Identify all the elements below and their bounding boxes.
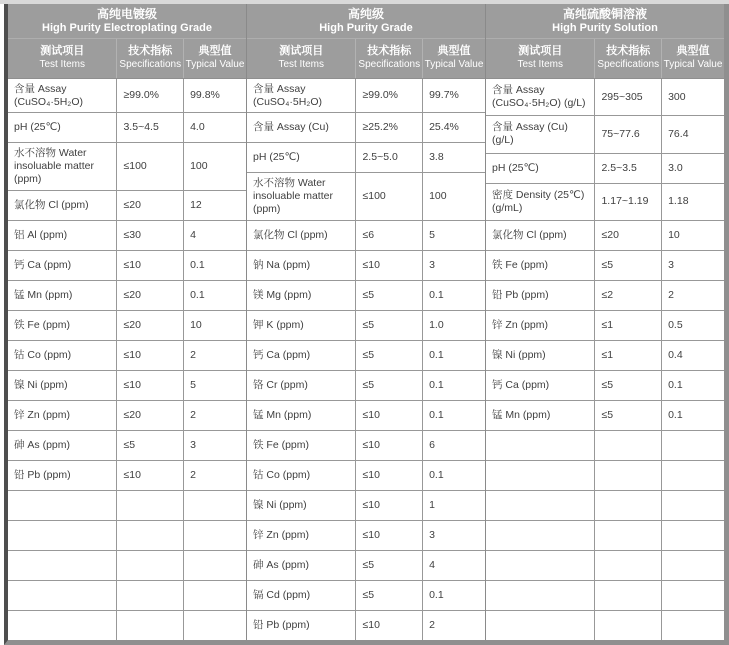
item-cell: 铝 Al (ppm) <box>8 221 117 250</box>
table-row <box>8 431 246 461</box>
item-cell: 镍 Ni (ppm) <box>247 491 356 520</box>
column-header-specifications <box>595 39 662 78</box>
spec-cell: ≤6 <box>356 221 423 250</box>
item-cell: 铅 Pb (ppm) <box>486 281 595 310</box>
column-header-test-items <box>247 39 356 78</box>
item-cell: 砷 As (ppm) <box>247 551 356 580</box>
item-cell-empty <box>486 461 595 490</box>
table-row <box>247 521 485 551</box>
item-cell: 锌 Zn (ppm) <box>8 401 117 430</box>
item-cell: 钙 Ca (ppm) <box>247 341 356 370</box>
table-row <box>247 581 485 611</box>
item-cell: 镉 Cd (ppm) <box>247 581 356 610</box>
table-row-empty <box>8 611 246 640</box>
value-cell: 5 <box>190 378 196 391</box>
table-row <box>8 79 246 113</box>
item-cell: 锌 Zn (ppm) <box>247 521 356 550</box>
value-cell-empty <box>184 491 246 520</box>
table-row <box>8 401 246 431</box>
column-header-zh: 技术指标 <box>367 45 412 58</box>
spec-cell: ≤100 <box>117 143 184 190</box>
column-header-zh: 技术指标 <box>606 45 651 58</box>
table-row <box>8 311 246 341</box>
spec-cell: ≤10 <box>117 341 184 370</box>
spec-cell: ≤10 <box>356 401 423 430</box>
value-cell: 99.7% <box>429 89 459 102</box>
table-row <box>247 491 485 521</box>
value-cell-empty <box>662 491 724 520</box>
table-row <box>486 184 724 221</box>
spec-cell: ≤10 <box>356 251 423 280</box>
spec-cell: ≤10 <box>117 251 184 280</box>
spec-cell: ≤5 <box>595 401 662 430</box>
value-cell: 4 <box>429 558 435 571</box>
spec-cell: 295~305 <box>595 79 662 115</box>
value-cell: 3 <box>668 258 674 271</box>
copper-sulfate-spec-table <box>4 4 729 645</box>
item-cell: 氯化物 Cl (ppm) <box>486 221 595 250</box>
spec-cell: ≤5 <box>117 431 184 460</box>
table-row <box>247 431 485 461</box>
value-cell-empty <box>662 581 724 610</box>
item-cell: 钙 Ca (ppm) <box>486 371 595 400</box>
value-cell: 0.1 <box>429 468 444 481</box>
item-cell: 铅 Pb (ppm) <box>247 611 356 640</box>
column-header-en: Typical Value <box>185 59 245 71</box>
spec-cell: ≤5 <box>356 341 423 370</box>
table-row <box>486 79 724 116</box>
table-row <box>8 113 246 143</box>
spec-cell: ≤10 <box>117 461 184 490</box>
column-headers <box>486 39 724 79</box>
table-row <box>8 143 246 191</box>
item-cell: 锰 Mn (ppm) <box>486 401 595 430</box>
table-row <box>486 401 724 431</box>
table-row <box>247 113 485 143</box>
value-cell: 2 <box>668 288 674 301</box>
spec-cell: 3.5~4.5 <box>117 113 184 142</box>
table-row <box>8 221 246 251</box>
value-cell: 6 <box>429 438 435 451</box>
section-title-zh: 高纯硫酸铜溶液 <box>562 6 647 21</box>
table-row <box>486 341 724 371</box>
column-header-en: Test Items <box>517 59 564 71</box>
spec-cell-empty <box>117 551 184 580</box>
table-row <box>8 191 246 221</box>
item-cell-empty <box>486 491 595 520</box>
section-high-purity-solution <box>486 4 724 640</box>
spec-cell: ≤10 <box>356 521 423 550</box>
table-row-empty <box>8 581 246 611</box>
section-title <box>8 4 246 39</box>
table-row <box>486 154 724 184</box>
value-cell: 4 <box>190 228 196 241</box>
table-row <box>486 311 724 341</box>
column-header-en: Typical Value <box>424 59 484 71</box>
item-cell-empty <box>486 551 595 580</box>
value-cell: 0.1 <box>429 378 444 391</box>
value-cell: 3.0 <box>668 161 683 174</box>
value-cell: 2 <box>190 408 196 421</box>
table-row <box>486 221 724 251</box>
item-cell: 砷 As (ppm) <box>8 431 117 460</box>
table-row <box>8 461 246 491</box>
value-cell: 0.1 <box>429 588 444 601</box>
table-row <box>247 281 485 311</box>
table-row <box>486 116 724 153</box>
spec-cell: ≤20 <box>117 401 184 430</box>
column-header-zh: 典型值 <box>676 45 710 58</box>
value-cell: 5 <box>429 228 435 241</box>
item-cell: 钠 Na (ppm) <box>247 251 356 280</box>
item-cell: 锰 Mn (ppm) <box>8 281 117 310</box>
value-cell: 1.0 <box>429 318 444 331</box>
table-row <box>247 79 485 113</box>
table-row <box>8 341 246 371</box>
spec-cell: ≤5 <box>595 371 662 400</box>
value-cell: 0.1 <box>429 408 444 421</box>
spec-cell-empty <box>595 611 662 640</box>
spec-cell-empty <box>595 551 662 580</box>
section-title-zh: 高纯级 <box>347 6 384 21</box>
item-cell: 镍 Ni (ppm) <box>486 341 595 370</box>
spec-cell: ≤10 <box>356 461 423 490</box>
section-title-en: High Purity Grade <box>319 21 413 34</box>
value-cell: 99.8% <box>190 89 220 102</box>
table-row <box>247 371 485 401</box>
item-cell-empty <box>8 611 117 640</box>
item-cell-empty <box>486 581 595 610</box>
spec-cell: 1.17~1.19 <box>595 184 662 220</box>
value-cell: 12 <box>190 198 202 211</box>
section-body <box>486 79 724 640</box>
column-header-zh: 测试项目 <box>518 45 563 58</box>
value-cell-empty <box>184 551 246 580</box>
section-title <box>247 4 485 39</box>
spec-cell: ≤1 <box>595 341 662 370</box>
table-row <box>247 143 485 173</box>
column-header-zh: 测试项目 <box>279 45 324 58</box>
table-row <box>247 551 485 581</box>
value-cell: 10 <box>668 228 680 241</box>
table-row-empty <box>8 491 246 521</box>
section-electroplating-grade <box>8 4 247 640</box>
spec-cell-empty <box>117 521 184 550</box>
spec-cell: ≤5 <box>356 311 423 340</box>
column-header-typical-value <box>184 39 246 78</box>
value-cell: 0.1 <box>190 288 205 301</box>
item-cell-empty <box>8 551 117 580</box>
section-high-purity-grade <box>247 4 486 640</box>
table-row-empty <box>486 581 724 611</box>
item-cell: 钾 K (ppm) <box>247 311 356 340</box>
item-cell: 铅 Pb (ppm) <box>8 461 117 490</box>
value-cell: 1.18 <box>668 195 689 208</box>
spec-cell-empty <box>117 581 184 610</box>
table-row <box>247 611 485 640</box>
spec-cell: ≥25.2% <box>356 113 423 142</box>
item-cell-empty <box>8 581 117 610</box>
column-header-en: Specifications <box>119 59 182 71</box>
table-row <box>486 371 724 401</box>
table-row <box>247 251 485 281</box>
spec-cell-empty <box>595 491 662 520</box>
table-row-empty <box>486 521 724 551</box>
value-cell: 0.5 <box>668 318 683 331</box>
table-row-empty <box>8 551 246 581</box>
spec-cell: ≥99.0% <box>356 79 423 112</box>
spec-cell: ≤10 <box>356 431 423 460</box>
table-row-empty <box>486 551 724 581</box>
item-cell: 水不溶物 Water insoluable matter (ppm) <box>8 143 117 190</box>
value-cell: 3 <box>429 528 435 541</box>
spec-cell-empty <box>595 461 662 490</box>
spec-cell: 2.5~3.5 <box>595 154 662 183</box>
item-cell-empty <box>8 491 117 520</box>
value-cell: 2 <box>190 468 196 481</box>
value-cell: 2 <box>190 348 196 361</box>
spec-cell: ≤5 <box>356 551 423 580</box>
spec-cell: ≤5 <box>356 581 423 610</box>
section-title-zh: 高纯电镀级 <box>96 6 157 21</box>
item-cell: 钙 Ca (ppm) <box>8 251 117 280</box>
table-row-empty <box>486 461 724 491</box>
column-header-typical-value <box>662 39 724 78</box>
table-row <box>247 173 485 221</box>
value-cell: 25.4% <box>429 121 459 134</box>
value-cell-empty <box>184 521 246 550</box>
item-cell: 锰 Mn (ppm) <box>247 401 356 430</box>
value-cell: 0.1 <box>190 258 205 271</box>
column-header-test-items <box>486 39 595 78</box>
value-cell-empty <box>662 431 724 460</box>
table-row <box>8 251 246 281</box>
spec-cell-empty <box>595 431 662 460</box>
table-row <box>486 251 724 281</box>
column-header-en: Test Items <box>278 59 325 71</box>
spec-cell-empty <box>117 491 184 520</box>
item-cell: 含量 Assay (Cu) <box>247 113 356 142</box>
item-cell-empty <box>486 431 595 460</box>
item-cell: 含量 Assay (CuSO₄·5H₂O) (g/L) <box>486 79 595 115</box>
value-cell: 2 <box>429 618 435 631</box>
value-cell: 1 <box>429 498 435 511</box>
value-cell: 3.8 <box>429 151 444 164</box>
item-cell-empty <box>486 611 595 640</box>
item-cell: 铁 Fe (ppm) <box>8 311 117 340</box>
item-cell: 密度 Density (25℃) (g/mL) <box>486 184 595 220</box>
column-header-specifications <box>356 39 423 78</box>
spec-cell: ≤100 <box>356 173 423 220</box>
column-header-zh: 典型值 <box>437 45 471 58</box>
item-cell: 氯化物 Cl (ppm) <box>8 191 117 220</box>
table-row <box>486 281 724 311</box>
column-headers <box>247 39 485 79</box>
column-header-typical-value <box>423 39 485 78</box>
value-cell: 0.4 <box>668 348 683 361</box>
value-cell-empty <box>184 581 246 610</box>
column-header-test-items <box>8 39 117 78</box>
spec-cell: ≤10 <box>356 491 423 520</box>
section-title-en: High Purity Electroplating Grade <box>42 21 212 34</box>
spec-cell: ≤10 <box>117 371 184 400</box>
item-cell: pH (25℃) <box>8 113 117 142</box>
spec-cell-empty <box>595 581 662 610</box>
item-cell: 锌 Zn (ppm) <box>486 311 595 340</box>
table-row-empty <box>486 611 724 640</box>
column-header-zh: 典型值 <box>198 45 232 58</box>
column-header-specifications <box>117 39 184 78</box>
table-row <box>8 371 246 401</box>
column-header-zh: 测试项目 <box>40 45 85 58</box>
section-body <box>247 79 485 640</box>
value-cell-empty <box>662 521 724 550</box>
column-header-en: Specifications <box>358 59 421 71</box>
value-cell-empty <box>662 551 724 580</box>
spec-cell: ≤2 <box>595 281 662 310</box>
spec-cell-empty <box>595 521 662 550</box>
value-cell: 0.1 <box>668 378 683 391</box>
spec-cell: ≥99.0% <box>117 79 184 112</box>
spec-cell: ≤5 <box>356 281 423 310</box>
column-headers <box>8 39 246 79</box>
section-title <box>486 4 724 39</box>
spec-cell: 75~77.6 <box>595 116 662 152</box>
spec-cell: ≤30 <box>117 221 184 250</box>
item-cell: 铬 Cr (ppm) <box>247 371 356 400</box>
value-cell: 76.4 <box>668 127 689 140</box>
value-cell: 3 <box>190 438 196 451</box>
value-cell: 100 <box>190 160 208 173</box>
value-cell-empty <box>662 461 724 490</box>
value-cell: 0.1 <box>668 408 683 421</box>
value-cell: 10 <box>190 318 202 331</box>
spec-cell: ≤20 <box>595 221 662 250</box>
spec-cell: ≤5 <box>356 371 423 400</box>
spec-cell: ≤5 <box>595 251 662 280</box>
table-row-empty <box>486 431 724 461</box>
spec-cell: ≤20 <box>117 191 184 220</box>
value-cell: 300 <box>668 90 686 103</box>
table-row <box>247 401 485 431</box>
item-cell: pH (25℃) <box>486 154 595 183</box>
item-cell: 氯化物 Cl (ppm) <box>247 221 356 250</box>
item-cell: 钴 Co (ppm) <box>247 461 356 490</box>
section-body <box>8 79 246 640</box>
item-cell: 钴 Co (ppm) <box>8 341 117 370</box>
value-cell-empty <box>662 611 724 640</box>
spec-cell: ≤10 <box>356 611 423 640</box>
table-row <box>8 281 246 311</box>
table-row <box>247 221 485 251</box>
table-row <box>247 341 485 371</box>
column-header-en: Typical Value <box>663 59 723 71</box>
value-cell: 3 <box>429 258 435 271</box>
section-title-en: High Purity Solution <box>552 21 658 34</box>
table-row-empty <box>486 491 724 521</box>
value-cell-empty <box>184 611 246 640</box>
table-row-empty <box>8 521 246 551</box>
spec-cell: 2.5~5.0 <box>356 143 423 172</box>
column-header-zh: 技术指标 <box>128 45 173 58</box>
value-cell: 4.0 <box>190 121 205 134</box>
item-cell: 铁 Fe (ppm) <box>486 251 595 280</box>
item-cell: pH (25℃) <box>247 143 356 172</box>
item-cell: 含量 Assay (CuSO₄·5H₂O) <box>8 79 117 112</box>
item-cell: 镍 Ni (ppm) <box>8 371 117 400</box>
item-cell: 水不溶物 Water insoluable matter (ppm) <box>247 173 356 220</box>
spec-cell: ≤1 <box>595 311 662 340</box>
column-header-en: Test Items <box>39 59 86 71</box>
table-row <box>247 461 485 491</box>
table-row <box>247 311 485 341</box>
value-cell: 0.1 <box>429 288 444 301</box>
item-cell-empty <box>486 521 595 550</box>
spec-cell-empty <box>117 611 184 640</box>
item-cell: 镁 Mg (ppm) <box>247 281 356 310</box>
spec-cell: ≤20 <box>117 281 184 310</box>
column-header-en: Specifications <box>597 59 660 71</box>
value-cell: 100 <box>429 190 447 203</box>
item-cell-empty <box>8 521 117 550</box>
item-cell: 铁 Fe (ppm) <box>247 431 356 460</box>
spec-cell: ≤20 <box>117 311 184 340</box>
value-cell: 0.1 <box>429 348 444 361</box>
item-cell: 含量 Assay (Cu) (g/L) <box>486 116 595 152</box>
item-cell: 含量 Assay (CuSO₄·5H₂O) <box>247 79 356 112</box>
